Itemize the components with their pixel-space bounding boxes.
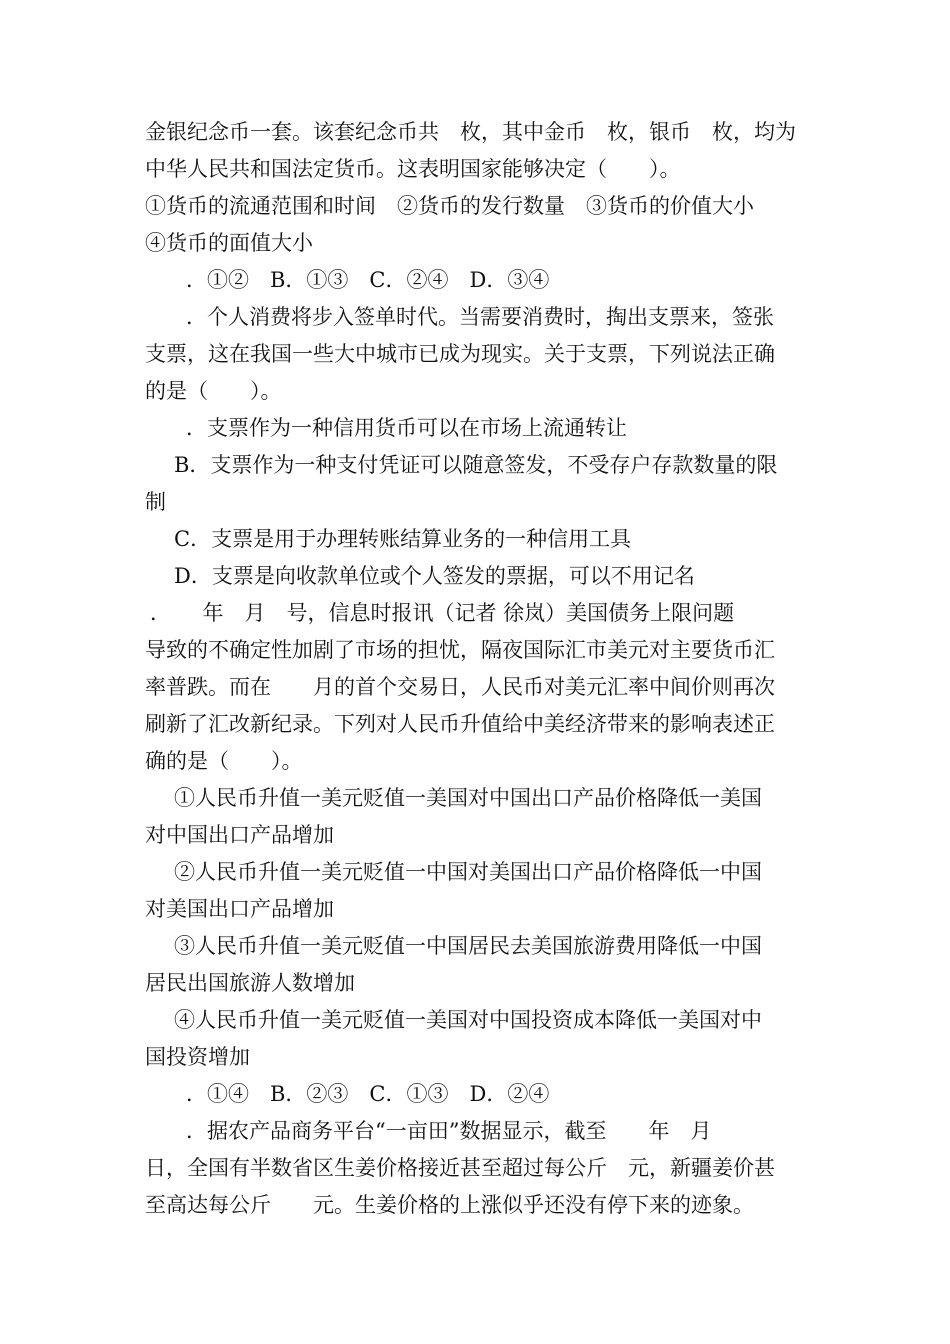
text-line-14 [0,595,950,631]
statement-1-continuation-content: 对中国出口产品增加 [145,823,334,847]
text-line-17 [0,706,950,742]
option-c-line [0,521,950,557]
text-line-30 [0,1187,950,1223]
statement-1-line [0,780,950,816]
text-line-4 [0,225,950,261]
statement-1-content: ①人民币升值一美元贬值一美国对中国出口产品价格降低一美国 [174,786,762,810]
text-line-28-content: ．据农产品商务平台“一亩田”数据显示，截至 年 月 [186,1119,712,1143]
answer-options-2-content: ．①④ B．②③ C．①③ D．②④ [186,1082,550,1106]
statement-3-continuation [0,965,950,1001]
text-line-8 [0,373,950,409]
text-line-29 [0,1150,950,1186]
text-line-15 [0,632,950,668]
statement-3-content: ③人民币升值一美元贬值一中国居民去美国旅游费用降低一中国 [174,934,762,958]
answer-options-1-content: ．①② B．①③ C．②④ D．③④ [186,268,550,292]
text-line-1-content: 金银纪念币一套。该套纪念币共 枚，其中金币 枚，银币 枚，均为 [145,120,796,144]
text-line-28 [0,1113,950,1149]
statement-2-continuation-content: 对美国出口产品增加 [145,897,334,921]
text-line-29-content: 日，全国有半数省区生姜价格接近甚至超过每公斤 元，新疆姜价甚 [145,1156,775,1180]
statement-4-continuation-content: 国投资增加 [145,1045,250,1069]
statement-2-line [0,854,950,890]
statement-2-continuation [0,891,950,927]
statement-4-line [0,1002,950,1038]
text-line-1 [0,114,950,150]
text-line-2 [0,151,950,187]
option-d-content: D．支票是向收款单位或个人签发的票据，可以不用记名 [174,564,695,588]
text-line-7-content: 支票，这在我国一些大中城市已成为现实。关于支票，下列说法正确 [145,342,775,366]
option-b-continuation [0,484,950,520]
text-line-8-content: 的是（ ）。 [145,379,282,403]
text-line-17-content: 刷新了汇改新纪录。下列对人民币升值给中美经济带来的影响表述正 [145,712,775,736]
text-line-6 [0,299,950,335]
option-b-content: B．支票作为一种支付凭证可以随意签发，不受存户存款数量的限 [174,453,778,477]
statement-4-continuation [0,1039,950,1075]
text-line-14-content: ． 年 月 号，信息时报讯（记者 徐岚）美国债务上限问题 [150,601,735,625]
text-line-16-content: 率普跌。而在 月的首个交易日，人民币对美元汇率中间价则再次 [145,675,775,699]
text-line-30-content: 至高达每公斤 元。生姜价格的上涨似乎还没有停下来的迹象。 [145,1193,754,1217]
text-line-7 [0,336,950,372]
text-line-6-content: ．个人消费将步入签单时代。当需要消费时，掏出支票来，签张 [186,305,774,329]
statement-3-continuation-content: 居民出国旅游人数增加 [145,971,355,995]
text-line-15-content: 导致的不确定性加剧了市场的担忧，隔夜国际汇市美元对主要货币汇 [145,638,775,662]
option-a-content: ．支票作为一种信用货币可以在市场上流通转让 [186,416,627,440]
option-d-line [0,558,950,594]
answer-options-line-2 [0,1076,950,1112]
statement-1-continuation [0,817,950,853]
text-line-3-content: ①货币的流通范围和时间 ②货币的发行数量 ③货币的价值大小 [145,194,754,218]
text-line-18 [0,743,950,779]
text-line-16 [0,669,950,705]
option-a-line [0,410,950,446]
option-c-content: C．支票是用于办理转账结算业务的一种信用工具 [174,527,632,551]
text-line-2-content: 中华人民共和国法定货币。这表明国家能够决定（ ）。 [145,157,681,181]
statement-2-content: ②人民币升值一美元贬值一中国对美国出口产品价格降低一中国 [174,860,762,884]
option-b-continuation-content: 制 [145,490,166,514]
text-line-18-content: 确的是（ ）。 [145,749,303,773]
text-line-3 [0,188,950,224]
statement-4-content: ④人民币升值一美元贬值一美国对中国投资成本降低一美国对中 [174,1008,762,1032]
text-line-4-content: ④货币的面值大小 [145,231,313,255]
answer-options-line-1 [0,262,950,298]
statement-3-line [0,928,950,964]
option-b-line [0,447,950,483]
